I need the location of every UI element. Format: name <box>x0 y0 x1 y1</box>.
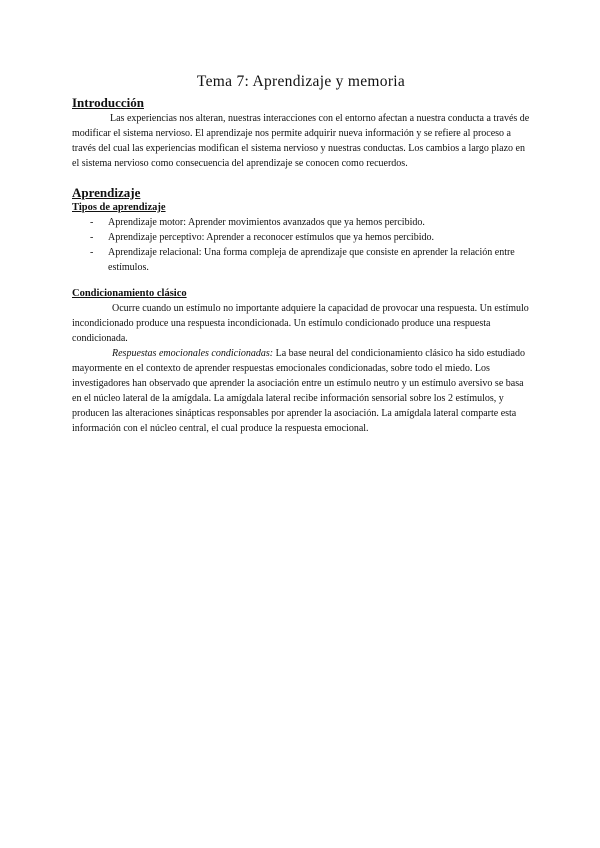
list-item-text: Aprendizaje relacional: Una forma compleja de aprendizaje que consiste en aprender la relación entre estímulos. <box>108 247 515 273</box>
list-item <box>90 245 530 275</box>
intro-heading: Introducción <box>72 95 144 110</box>
clasico-paragraph-2-label: Respuestas emocionales condicionadas: <box>112 348 274 359</box>
bullet-dash: - <box>90 217 94 228</box>
list-item <box>90 215 530 230</box>
document-page <box>72 72 530 436</box>
list-item-text: Aprendizaje motor: Aprender movimientos avanzados que ya hemos percibido. <box>108 217 425 228</box>
bullet-dash: - <box>90 247 94 258</box>
spacer <box>72 275 530 287</box>
document-title: Tema 7: Aprendizaje y memoria <box>196 73 406 90</box>
list-item <box>90 230 530 245</box>
bullet-dash: - <box>90 232 94 243</box>
aprendizaje-heading: Aprendizaje <box>72 185 141 200</box>
list-item-text: Aprendizaje perceptivo: Aprender a reconocer estímulos que ya hemos percibido. <box>108 232 434 243</box>
clasico-paragraph-2-text: La base neural del condicionamiento clásico ha sido estudiado mayormente en el contexto de aprender respuestas emocionales condicionadas, sobre todo el miedo. Los investigadores han observado que aprender la asociación entre un estímulo neutro y un estímulo aversivo se basa en el núcleo lateral de la amígdala. La amígdala lateral recibe información sensorial sobre los 2 estímulos, y producen las alteraciones sinápticas responsables por aprender la asociación. La amígdala lateral comparte esta información con el núcleo central, el cual produce la respuesta emocional. <box>72 348 525 434</box>
intro-paragraph: Las experiencias nos alteran, nuestras interacciones con el entorno afectan a nuestra conducta a través de modificar el sistema nervioso. El aprendizaje nos permite adquirir nueva información y se refiere al proceso a través del cual las experiencias modifican el sistema nervioso y nuestras conductas. Los cambios a largo plazo en el sistema nervioso como consecuencia del aprendizaje se conocen como recuerdos. <box>72 113 530 169</box>
types-heading: Tipos de aprendizaje <box>72 202 166 213</box>
clasico-paragraph-2 <box>72 346 530 436</box>
clasico-heading: Condicionamiento clásico <box>72 288 187 299</box>
spacer <box>72 171 530 184</box>
clasico-paragraph-1: Ocurre cuando un estímulo no importante adquiere la capacidad de provocar una respuesta. Un estímulo incondicionado produce una respuesta incondicionada. Un estímulo condicionado produce una respuesta condicionada. <box>72 303 529 344</box>
types-list <box>72 215 530 275</box>
